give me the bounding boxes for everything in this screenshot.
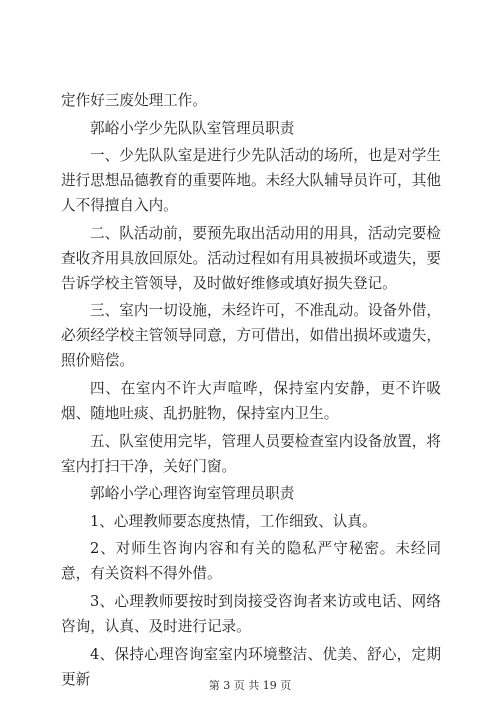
paragraph-counseling-4: 4、保持心理咨询室室内环境整洁、优美、舒心，定期更新 xyxy=(61,645,441,688)
document-body xyxy=(61,88,441,694)
paragraph-continuation: 定作好三废处理工作。 xyxy=(61,92,207,109)
section-heading-pioneers-room: 郭峪小学少先队队室管理员职责 xyxy=(90,119,295,137)
paragraph-item-5: 五、队室使用完毕，管理人员要检查室内设备放置，将室内打扫干净，关好门窗。 xyxy=(61,432,441,475)
section-heading-counseling-room: 郭峪小学心理咨询室管理员职责 xyxy=(90,485,295,503)
paragraph-item-2: 二、队活动前，要预先取出活动用的用具，活动完要检查收齐用具放回原处。活动过程如有用具被损坏或遗失，要告诉学校主管领导，及时做好维修或填好损失登记。 xyxy=(61,224,441,292)
page-footer xyxy=(0,679,500,693)
page-number-label: 第 3 页 共 19 页 xyxy=(208,679,292,692)
paragraph-counseling-1: 1、心理教师要态度热情，工作细致、认真。 xyxy=(90,512,377,530)
paragraph-counseling-3: 3、心理教师要按时到岗接受咨询者来访或电话、网络咨询，认真、及时进行记录。 xyxy=(61,592,441,635)
paragraph-item-1: 一、少先队队室是进行少先队活动的场所，也是对学生进行思想品德教育的重要阵地。未经大队辅导员许可，其他人不得擅自入内。 xyxy=(61,147,441,215)
paragraph-item-4: 四、在室内不许大声喧哗，保持室内安静，更不许吸烟、随地吐痰、乱扔脏物，保持室内卫生。 xyxy=(61,379,441,422)
paragraph-counseling-2: 2、对师生咨询内容和有关的隐私严守秘密。未经同意，有关资料不得外借。 xyxy=(61,540,441,583)
paragraph-item-3: 三、室内一切设施，未经许可，不准乱动。设备外借，必须经学校主管领导同意，方可借出，如借出损坏或遗失，照价赔偿。 xyxy=(61,302,441,370)
